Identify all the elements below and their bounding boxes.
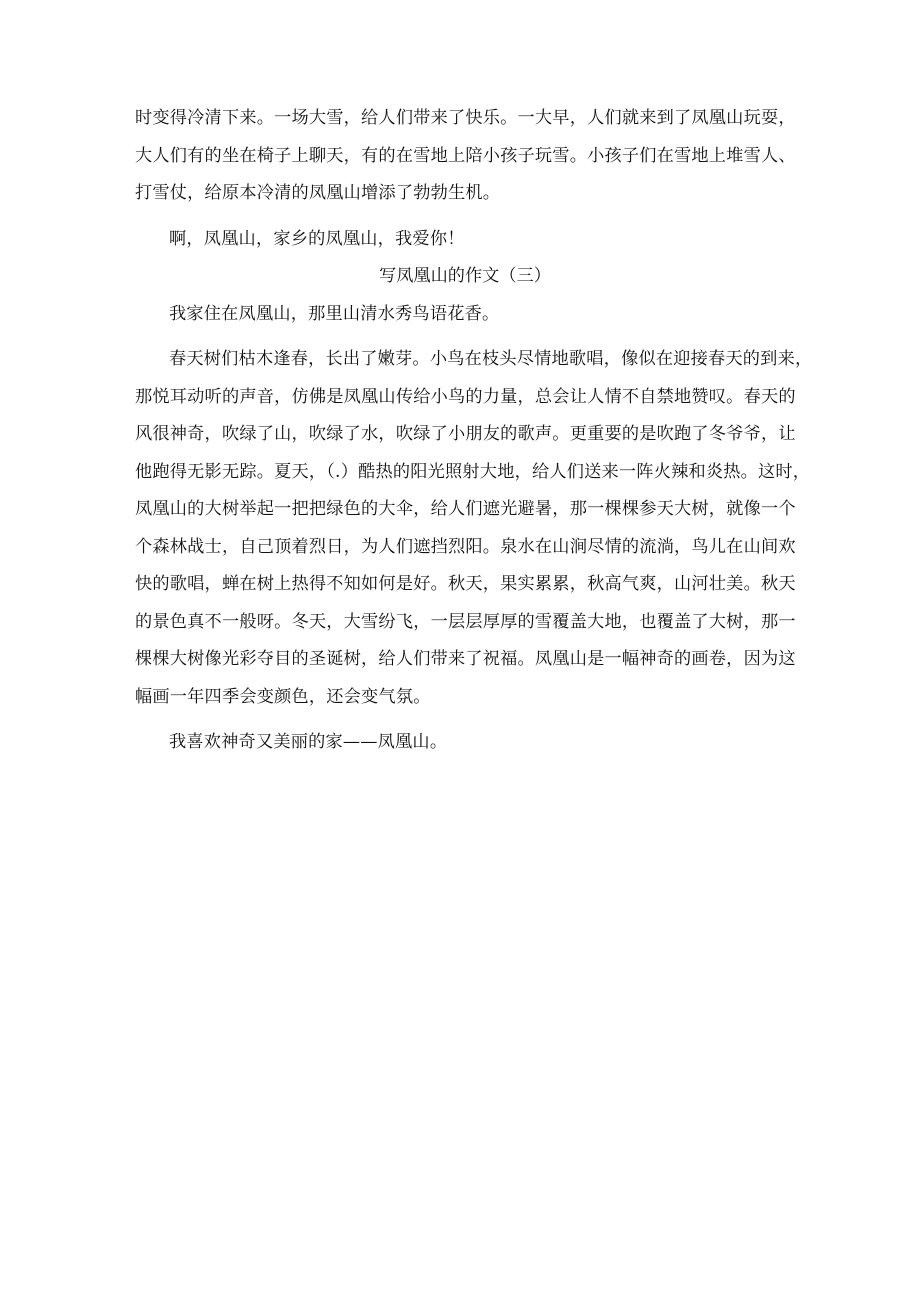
text-line: 打雪仗，给原本冷清的凤凰山增添了勃勃生机。 bbox=[135, 183, 501, 203]
text-line: 快的歌唱，蝉在树上热得不知如何是好。秋天，果实累累，秋高气爽，山河壮美。秋天 bbox=[135, 574, 796, 594]
text-line: 春天树们枯木逢春，长出了嫩芽。小鸟在枝头尽情地歌唱，像似在迎接春天的到来， bbox=[169, 349, 813, 369]
text-line: 的景色真不一般呀。冬天，大雪纷飞，一层层厚厚的雪覆盖大地，也覆盖了大树，那一 bbox=[135, 611, 796, 632]
paragraph-intro: 我家住在凤凰山，那里山清水秀鸟语花香。 bbox=[169, 303, 500, 324]
text-line: 棵棵大树像光彩夺目的圣诞树，给人们带来了祝福。凤凰山是一幅神奇的画卷，因为这 bbox=[135, 649, 796, 669]
text-line: 幅画一年四季会变颜色，还会变气氛。 bbox=[135, 686, 431, 707]
closing-exclamation: 啊，凤凰山，家乡的凤凰山，我爱你！ bbox=[169, 228, 465, 249]
essay-title: 写凤凰山的作文（三） bbox=[379, 266, 551, 286]
paragraph-continuation bbox=[135, 100, 795, 213]
text-line: 大人们有的坐在椅子上聊天，有的在雪地上陪小孩子玩雪。小孩子们在雪地上堆雪人、 bbox=[135, 145, 796, 166]
text-line: 时变得冷清下来。一场大雪，给人们带来了快乐。一大早，人们就来到了凤凰山玩耍， bbox=[135, 108, 796, 128]
paragraph-body bbox=[135, 341, 813, 716]
document-page bbox=[135, 100, 813, 762]
text-line: 那悦耳动听的声音，仿佛是凤凰山传给小鸟的力量，总会让人情不自禁地赞叹。春天的 bbox=[135, 386, 796, 407]
text-line: 风很神奇，吹绿了山，吹绿了水，吹绿了小朋友的歌声。更重要的是吹跑了冬爷爷，让 bbox=[135, 424, 796, 444]
text-line: 个森林战士，自己顶着烈日，为人们遮挡烈阳。泉水在山涧尽情的流淌，鸟儿在山间欢 bbox=[135, 536, 796, 557]
paragraph-conclusion: 我喜欢神奇又美丽的家——凤凰山。 bbox=[169, 732, 448, 752]
text-line: 凤凰山的大树举起一把把绿色的大伞，给人们遮光避暑，那一棵棵参天大树，就像一个 bbox=[135, 499, 796, 519]
text-line: 他跑得无影无踪。夏天，（.）酷热的阳光照射大地，给人们送来一阵火辣和炎热。这时， bbox=[135, 461, 811, 482]
